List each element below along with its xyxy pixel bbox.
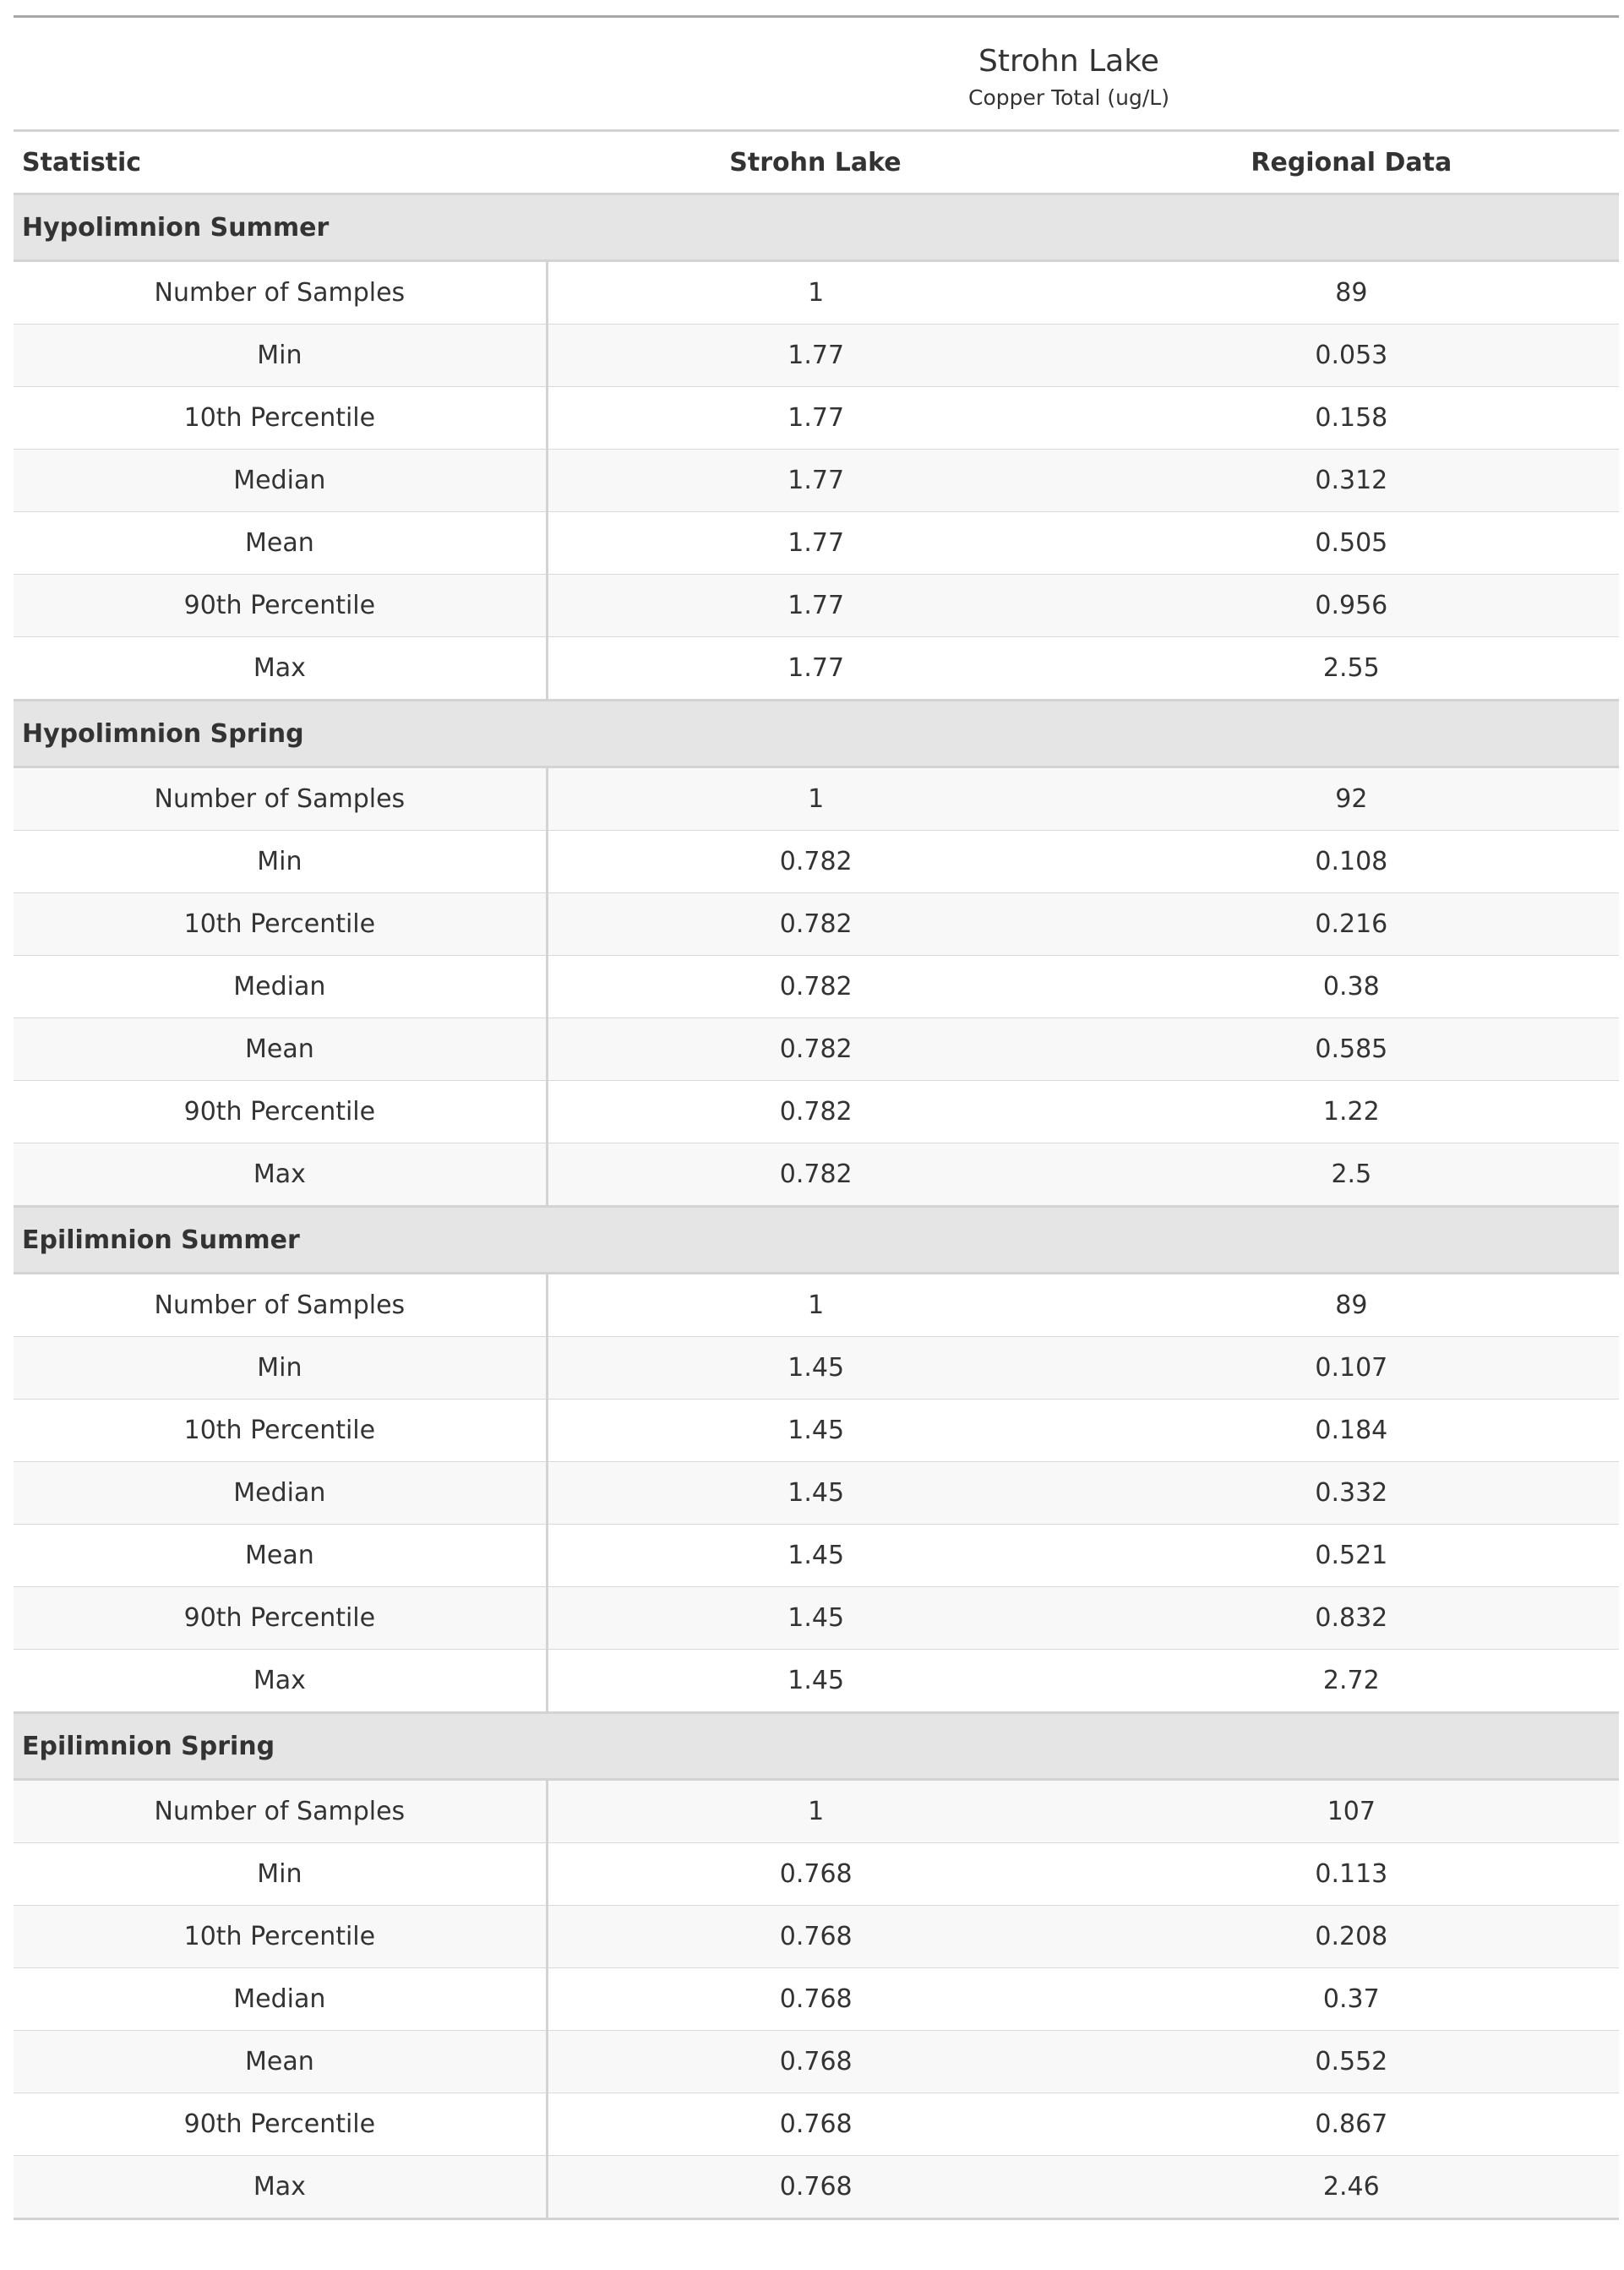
lake-value-cell: 0.782 [547,893,1083,956]
stat-cell: Median [14,956,547,1018]
table-row [14,512,1619,575]
lake-value-cell: 1 [547,767,1083,831]
table-body [14,194,1619,2219]
table-subtitle-row [14,79,1619,131]
lake-value-cell: 1.45 [547,1525,1083,1587]
table-row [14,1337,1619,1400]
regional-value-cell: 92 [1084,767,1619,831]
table-row [14,1081,1619,1143]
column-header-row [14,131,1619,194]
stats-table [14,15,1619,2220]
table-row [14,450,1619,512]
table-row [14,387,1619,450]
group-label: Epilimnion Summer [14,1207,1619,1274]
group-label: Hypolimnion Summer [14,194,1619,261]
stat-cell: Median [14,1968,547,2031]
regional-value-cell: 0.113 [1084,1843,1619,1906]
regional-value-cell: 0.38 [1084,956,1619,1018]
lake-value-cell: 0.782 [547,1081,1083,1143]
regional-value-cell: 0.867 [1084,2093,1619,2156]
table-row [14,2156,1619,2219]
stat-cell: 90th Percentile [14,575,547,637]
table-row [14,1906,1619,1968]
table-row [14,893,1619,956]
lake-value-cell: 1.45 [547,1650,1083,1713]
stat-cell: Mean [14,1525,547,1587]
lake-value-cell: 1.77 [547,575,1083,637]
regional-value-cell: 0.184 [1084,1400,1619,1462]
lake-value-cell: 1 [547,1274,1083,1337]
regional-value-cell: 89 [1084,1274,1619,1337]
stat-cell: 10th Percentile [14,387,547,450]
lake-value-cell: 1.77 [547,387,1083,450]
group-label: Epilimnion Spring [14,1713,1619,1780]
table-row [14,261,1619,325]
regional-value-cell: 2.46 [1084,2156,1619,2219]
stat-cell: 90th Percentile [14,1587,547,1650]
regional-value-cell: 0.053 [1084,325,1619,387]
stat-cell: Mean [14,512,547,575]
stat-cell: 10th Percentile [14,893,547,956]
table-row [14,2031,1619,2093]
lake-value-cell: 1 [547,1780,1083,1843]
stat-cell: Mean [14,1018,547,1081]
stat-cell: Min [14,325,547,387]
regional-value-cell: 0.552 [1084,2031,1619,2093]
stat-cell: Mean [14,2031,547,2093]
lake-value-cell: 0.768 [547,1968,1083,2031]
stat-cell: Median [14,1462,547,1525]
stat-cell: Number of Samples [14,1274,547,1337]
lake-value-cell: 0.768 [547,2156,1083,2219]
lake-value-cell: 1.45 [547,1400,1083,1462]
table-row [14,1143,1619,1207]
lake-value-cell: 1.77 [547,637,1083,701]
regional-value-cell: 0.956 [1084,575,1619,637]
table-row [14,1525,1619,1587]
regional-value-cell: 0.216 [1084,893,1619,956]
regional-value-cell: 107 [1084,1780,1619,1843]
lake-value-cell: 0.782 [547,956,1083,1018]
lake-value-cell: 0.768 [547,1843,1083,1906]
table-row [14,1587,1619,1650]
group-header [14,1207,1619,1274]
table-subtitle: Copper Total (ug/L) [14,79,1619,131]
table-title-row [14,17,1619,79]
lake-value-cell: 1.45 [547,1587,1083,1650]
lake-value-cell: 0.782 [547,831,1083,893]
group-header [14,701,1619,767]
stat-cell: 10th Percentile [14,1400,547,1462]
lake-value-cell: 1.77 [547,512,1083,575]
stat-cell: 10th Percentile [14,1906,547,1968]
lake-value-cell: 1 [547,261,1083,325]
table-row [14,767,1619,831]
lake-value-cell: 1.45 [547,1462,1083,1525]
regional-value-cell: 0.208 [1084,1906,1619,1968]
table-row [14,325,1619,387]
table-row [14,1274,1619,1337]
table-row [14,1018,1619,1081]
regional-value-cell: 1.22 [1084,1081,1619,1143]
regional-value-cell: 0.521 [1084,1525,1619,1587]
stat-cell: Number of Samples [14,767,547,831]
lake-value-cell: 0.768 [547,1906,1083,1968]
regional-value-cell: 2.55 [1084,637,1619,701]
lake-value-cell: 0.768 [547,2093,1083,2156]
regional-value-cell: 0.107 [1084,1337,1619,1400]
column-header-lake: Strohn Lake [547,131,1083,194]
stat-cell: Number of Samples [14,1780,547,1843]
group-header [14,194,1619,261]
stat-cell: Number of Samples [14,261,547,325]
lake-value-cell: 1.77 [547,450,1083,512]
table-row [14,1400,1619,1462]
table-row [14,1650,1619,1713]
stat-cell: Min [14,831,547,893]
table-row [14,956,1619,1018]
table-row [14,1462,1619,1525]
stat-cell: Max [14,2156,547,2219]
regional-value-cell: 89 [1084,261,1619,325]
table-row [14,1780,1619,1843]
regional-value-cell: 0.108 [1084,831,1619,893]
regional-value-cell: 0.832 [1084,1587,1619,1650]
stat-cell: Max [14,637,547,701]
regional-value-cell: 0.312 [1084,450,1619,512]
table-row [14,1843,1619,1906]
stat-cell: Median [14,450,547,512]
stat-cell: Min [14,1337,547,1400]
table-row [14,637,1619,701]
table-row [14,831,1619,893]
regional-value-cell: 0.158 [1084,387,1619,450]
column-header-regional: Regional Data [1084,131,1619,194]
regional-value-cell: 0.37 [1084,1968,1619,2031]
table-title: Strohn Lake [14,17,1619,79]
group-header [14,1713,1619,1780]
regional-value-cell: 0.332 [1084,1462,1619,1525]
stat-cell: Max [14,1650,547,1713]
table-row [14,2093,1619,2156]
lake-value-cell: 0.768 [547,2031,1083,2093]
lake-value-cell: 1.45 [547,1337,1083,1400]
stat-cell: 90th Percentile [14,1081,547,1143]
lake-value-cell: 0.782 [547,1143,1083,1207]
stat-cell: 90th Percentile [14,2093,547,2156]
column-header-statistic: Statistic [14,131,547,194]
table-row [14,575,1619,637]
regional-value-cell: 2.5 [1084,1143,1619,1207]
table-row [14,1968,1619,2031]
lake-value-cell: 1.77 [547,325,1083,387]
group-label: Hypolimnion Spring [14,701,1619,767]
regional-value-cell: 2.72 [1084,1650,1619,1713]
stat-cell: Max [14,1143,547,1207]
regional-value-cell: 0.585 [1084,1018,1619,1081]
stats-table-container [14,15,1619,2220]
stat-cell: Min [14,1843,547,1906]
regional-value-cell: 0.505 [1084,512,1619,575]
lake-value-cell: 0.782 [547,1018,1083,1081]
